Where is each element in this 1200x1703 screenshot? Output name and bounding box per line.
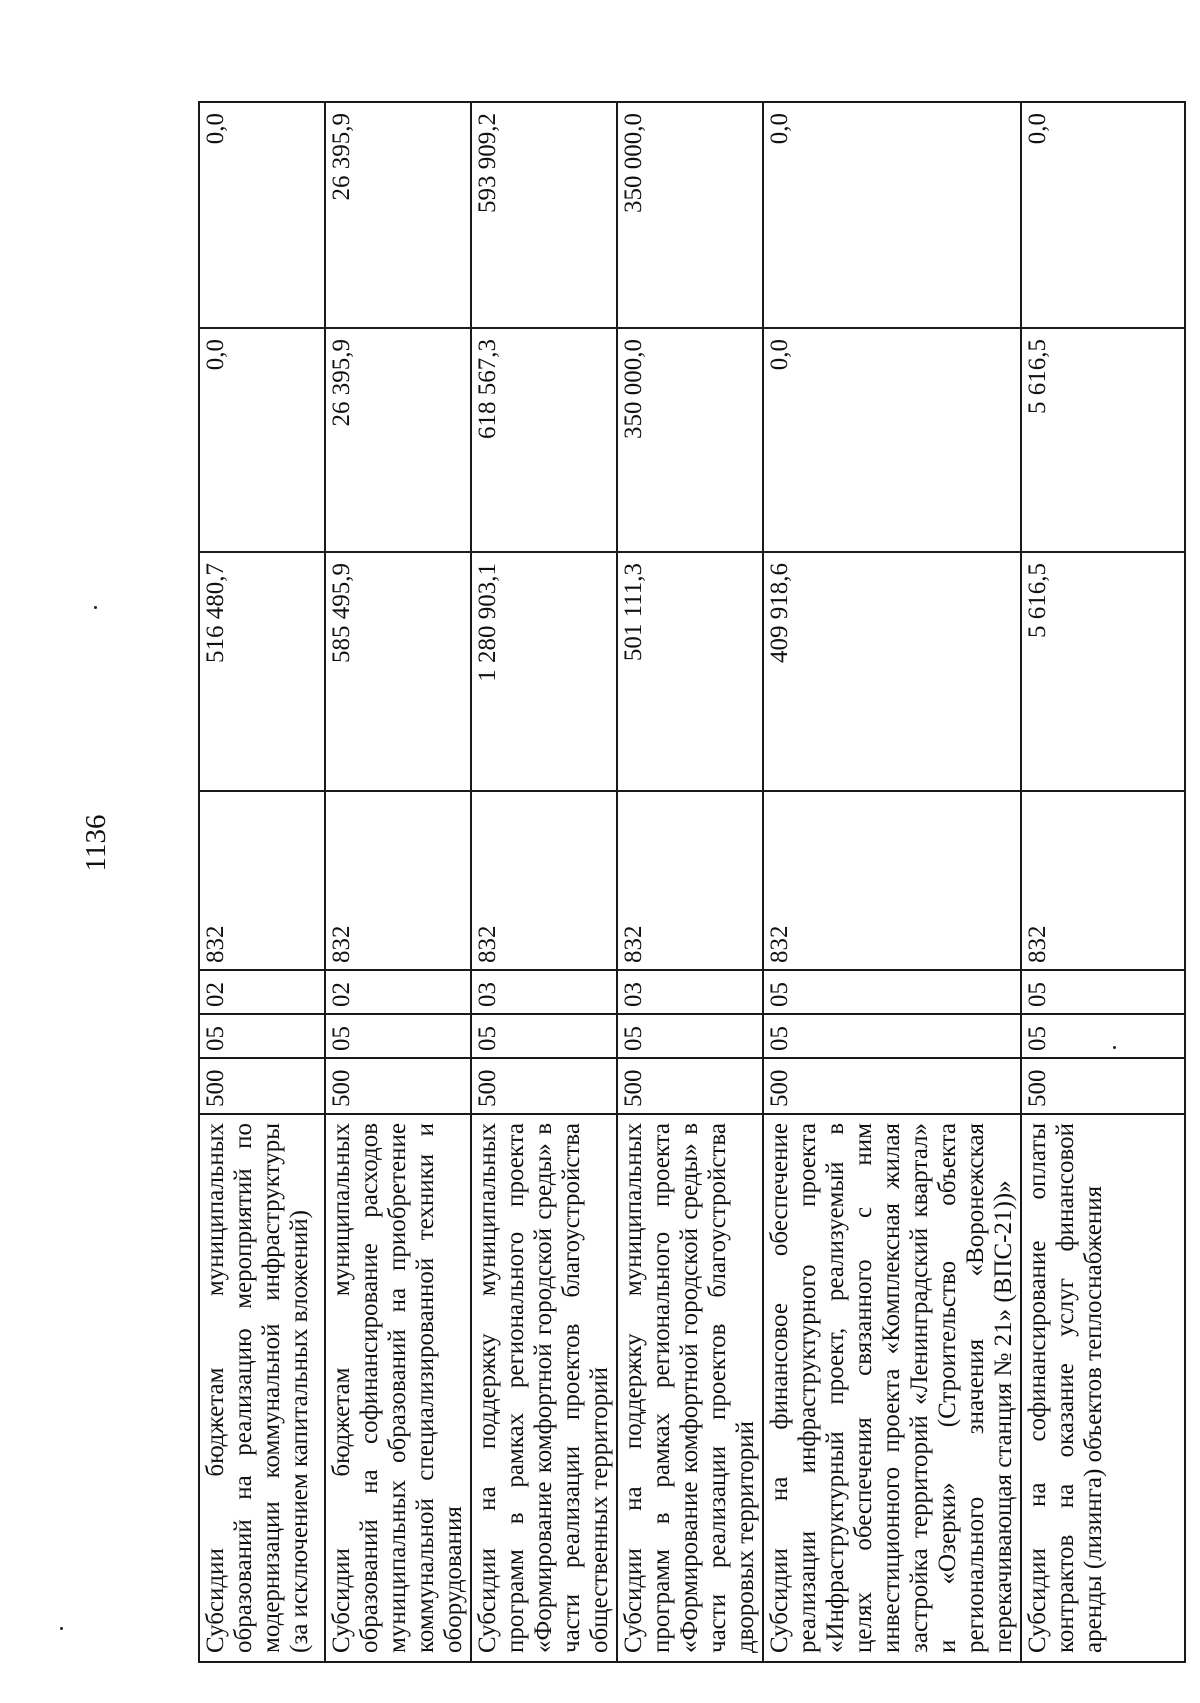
code-cell: 05 [471,1014,617,1058]
code-cell: 05 [763,1014,1021,1058]
value-cell: 1 280 903,1 [471,552,617,791]
code-cell: 03 [617,970,763,1014]
page-number: 1136 [80,814,112,872]
value-cell: 0,0 [1021,102,1185,328]
table-row [471,102,617,1662]
code-cell: 832 [1021,791,1185,970]
value-cell: 26 395,9 [325,328,471,552]
value-cell: 409 918,6 [763,552,1021,791]
table-row [325,102,471,1662]
row-name: Субсидии на софинансирование оплаты контрактов на оказание услуг финансовой аренды (лизинга) объектов теплоснабжения [1021,1114,1185,1662]
row-name: Субсидии на поддержку муниципальных программ в рамках регионального проекта «Формирование комфортной городской среды» в части реализации проектов благоустройства дворовых территорий [617,1114,763,1662]
value-cell: 0,0 [199,102,325,328]
code-cell: 832 [471,791,617,970]
code-cell: 500 [763,1058,1021,1114]
value-cell: 0,0 [763,102,1021,328]
code-cell: 500 [199,1058,325,1114]
value-cell: 0,0 [763,328,1021,552]
code-cell: 05 [325,1014,471,1058]
table-row [199,102,325,1662]
table-row [1021,102,1185,1662]
scan-speck [60,1627,63,1630]
code-cell: 832 [325,791,471,970]
row-name: Субсидии бюджетам муниципальных образований на софинансирование расходов муниципальных образований на приобретение коммунальной специализированной техники и оборудования [325,1114,471,1662]
code-cell: 05 [763,970,1021,1014]
code-cell: 500 [471,1058,617,1114]
value-cell: 585 495,9 [325,552,471,791]
value-cell: 0,0 [199,328,325,552]
code-cell: 832 [617,791,763,970]
row-name: Субсидии на поддержку муниципальных программ в рамках регионального проекта «Формирование комфортной городской среды» в части реализации проектов благоустройства общественных территорий [471,1114,617,1662]
rotated-table-container [198,103,1107,1663]
code-cell: 832 [199,791,325,970]
value-cell: 350 000,0 [617,102,763,328]
value-cell: 5 616,5 [1021,552,1185,791]
value-cell: 618 567,3 [471,328,617,552]
scan-speck [94,606,97,609]
code-cell: 02 [199,970,325,1014]
value-cell: 5 616,5 [1021,328,1185,552]
code-cell: 500 [1021,1058,1185,1114]
code-cell: 05 [617,1014,763,1058]
subsidy-table [198,101,1186,1663]
row-name: Субсидии на финансовое обеспечение реализации инфраструктурного проекта «Инфраструктурный проект, реализуемый в целях обеспечения связанного с ним инвестиционного проекта «Комплексная жилая застройка территорий «Ленинградский квартал» и «Озерки» (Строительство объекта регионального значения «Воронежская перекачивающая станция № 21» (ВПС-21))» [763,1114,1021,1662]
code-cell: 03 [471,970,617,1014]
code-cell: 500 [325,1058,471,1114]
code-cell: 832 [763,791,1021,970]
code-cell: 500 [617,1058,763,1114]
value-cell: 516 480,7 [199,552,325,791]
table-row [763,102,1021,1662]
table-row [617,102,763,1662]
value-cell: 350 000,0 [617,328,763,552]
value-cell: 26 395,9 [325,102,471,328]
code-cell: 02 [325,970,471,1014]
value-cell: 501 111,3 [617,552,763,791]
code-cell: 05 [1021,1014,1185,1058]
code-cell: 05 [199,1014,325,1058]
value-cell: 593 909,2 [471,102,617,328]
row-name: Субсидии бюджетам муниципальных образований на реализацию мероприятий по модернизации коммунальной инфраструктуры (за исключением капитальных вложений) [199,1114,325,1662]
code-cell: 05 [1021,970,1185,1014]
